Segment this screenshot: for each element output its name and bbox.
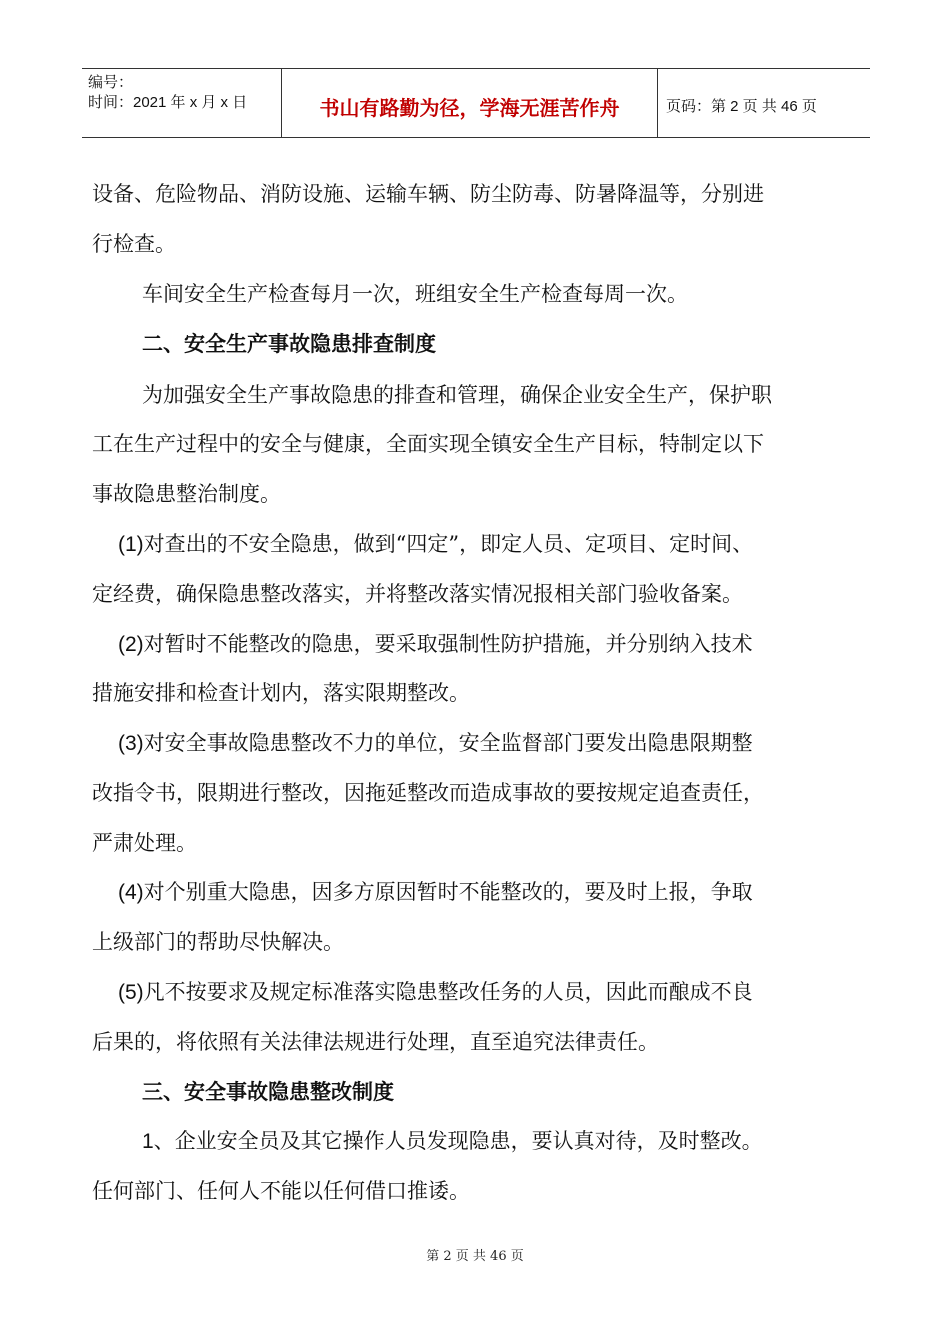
paragraph-line: 设备、危险物品、消防设施、运输车辆、防尘防毒、防暑降温等，分别进	[92, 182, 764, 206]
paragraph-line: 为加强安全生产事故隐患的排查和管理，确保企业安全生产，保护职	[142, 383, 772, 407]
list-text: 对查出的不安全隐患，做到“四定”，即定人员、定项目、定时间、	[143, 532, 754, 556]
list-item-step-1	[142, 1126, 763, 1157]
list-text: 对暂时不能整改的隐患，要采取强制性防护措施，并分别纳入技术	[143, 632, 753, 656]
page-header	[82, 68, 870, 138]
paragraph-line: 工在生产过程中的安全与健康，全面实现全镇安全生产目标，特制定以下	[92, 432, 764, 456]
list-item-3	[118, 728, 753, 759]
paragraph-line: 改指令书，限期进行整改，因拖延整改而造成事故的要按规定追查责任，	[92, 781, 764, 805]
document-number-label: 编号：	[88, 74, 134, 91]
section-heading-two: 二、安全生产事故隐患排查制度	[142, 332, 436, 356]
list-item-1	[118, 529, 753, 560]
list-item-5	[118, 977, 753, 1008]
paragraph-line: 措施安排和检查计划内，落实限期整改。	[92, 681, 470, 705]
list-number: (1)	[118, 533, 144, 556]
list-number: (3)	[118, 732, 144, 755]
list-number: (4)	[118, 881, 144, 904]
list-text: 对个别重大隐患，因多方原因暂时不能整改的，要及时上报，争取	[143, 880, 753, 904]
list-text: 凡不按要求及规定标准落实隐患整改任务的人员，因此而酿成不良	[143, 980, 753, 1004]
paragraph-line: 定经费，确保隐患整改落实，并将整改落实情况报相关部门验收备案。	[92, 582, 743, 606]
section-heading-three: 三、安全事故隐患整改制度	[142, 1080, 394, 1104]
paragraph-line: 车间安全生产检查每月一次，班组安全生产检查每周一次。	[142, 282, 688, 306]
list-text: 企业安全员及其它操作人员发现隐患，要认真对待，及时整改。	[174, 1129, 763, 1153]
header-meta	[82, 69, 282, 137]
paragraph-line: 任何部门、任何人不能以任何借口推诿。	[92, 1179, 470, 1203]
list-number: (2)	[118, 633, 144, 656]
list-item-2	[118, 629, 753, 660]
list-item-4	[118, 877, 753, 908]
page-footer: 第 2 页 共 46 页	[426, 1249, 524, 1264]
paragraph-line: 严肃处理。	[92, 831, 197, 855]
list-number: 1、	[142, 1130, 175, 1153]
paragraph-line: 事故隐患整治制度。	[92, 482, 281, 506]
header-page-number: 页码：第 2 页 共 46 页	[666, 97, 817, 115]
paragraph-line: 后果的，将依照有关法律法规进行处理，直至追究法律责任。	[92, 1030, 659, 1054]
header-motto: 书山有路勤为径，学海无涯苦作舟	[282, 69, 658, 137]
paragraph-line: 行检查。	[92, 232, 176, 256]
list-text: 对安全事故隐患整改不力的单位，安全监督部门要发出隐患限期整	[143, 731, 753, 755]
document-date-label: 时间：2021 年 x 月 x 日	[88, 94, 248, 111]
paragraph-line: 上级部门的帮助尽快解决。	[92, 930, 344, 954]
list-number: (5)	[118, 981, 144, 1004]
